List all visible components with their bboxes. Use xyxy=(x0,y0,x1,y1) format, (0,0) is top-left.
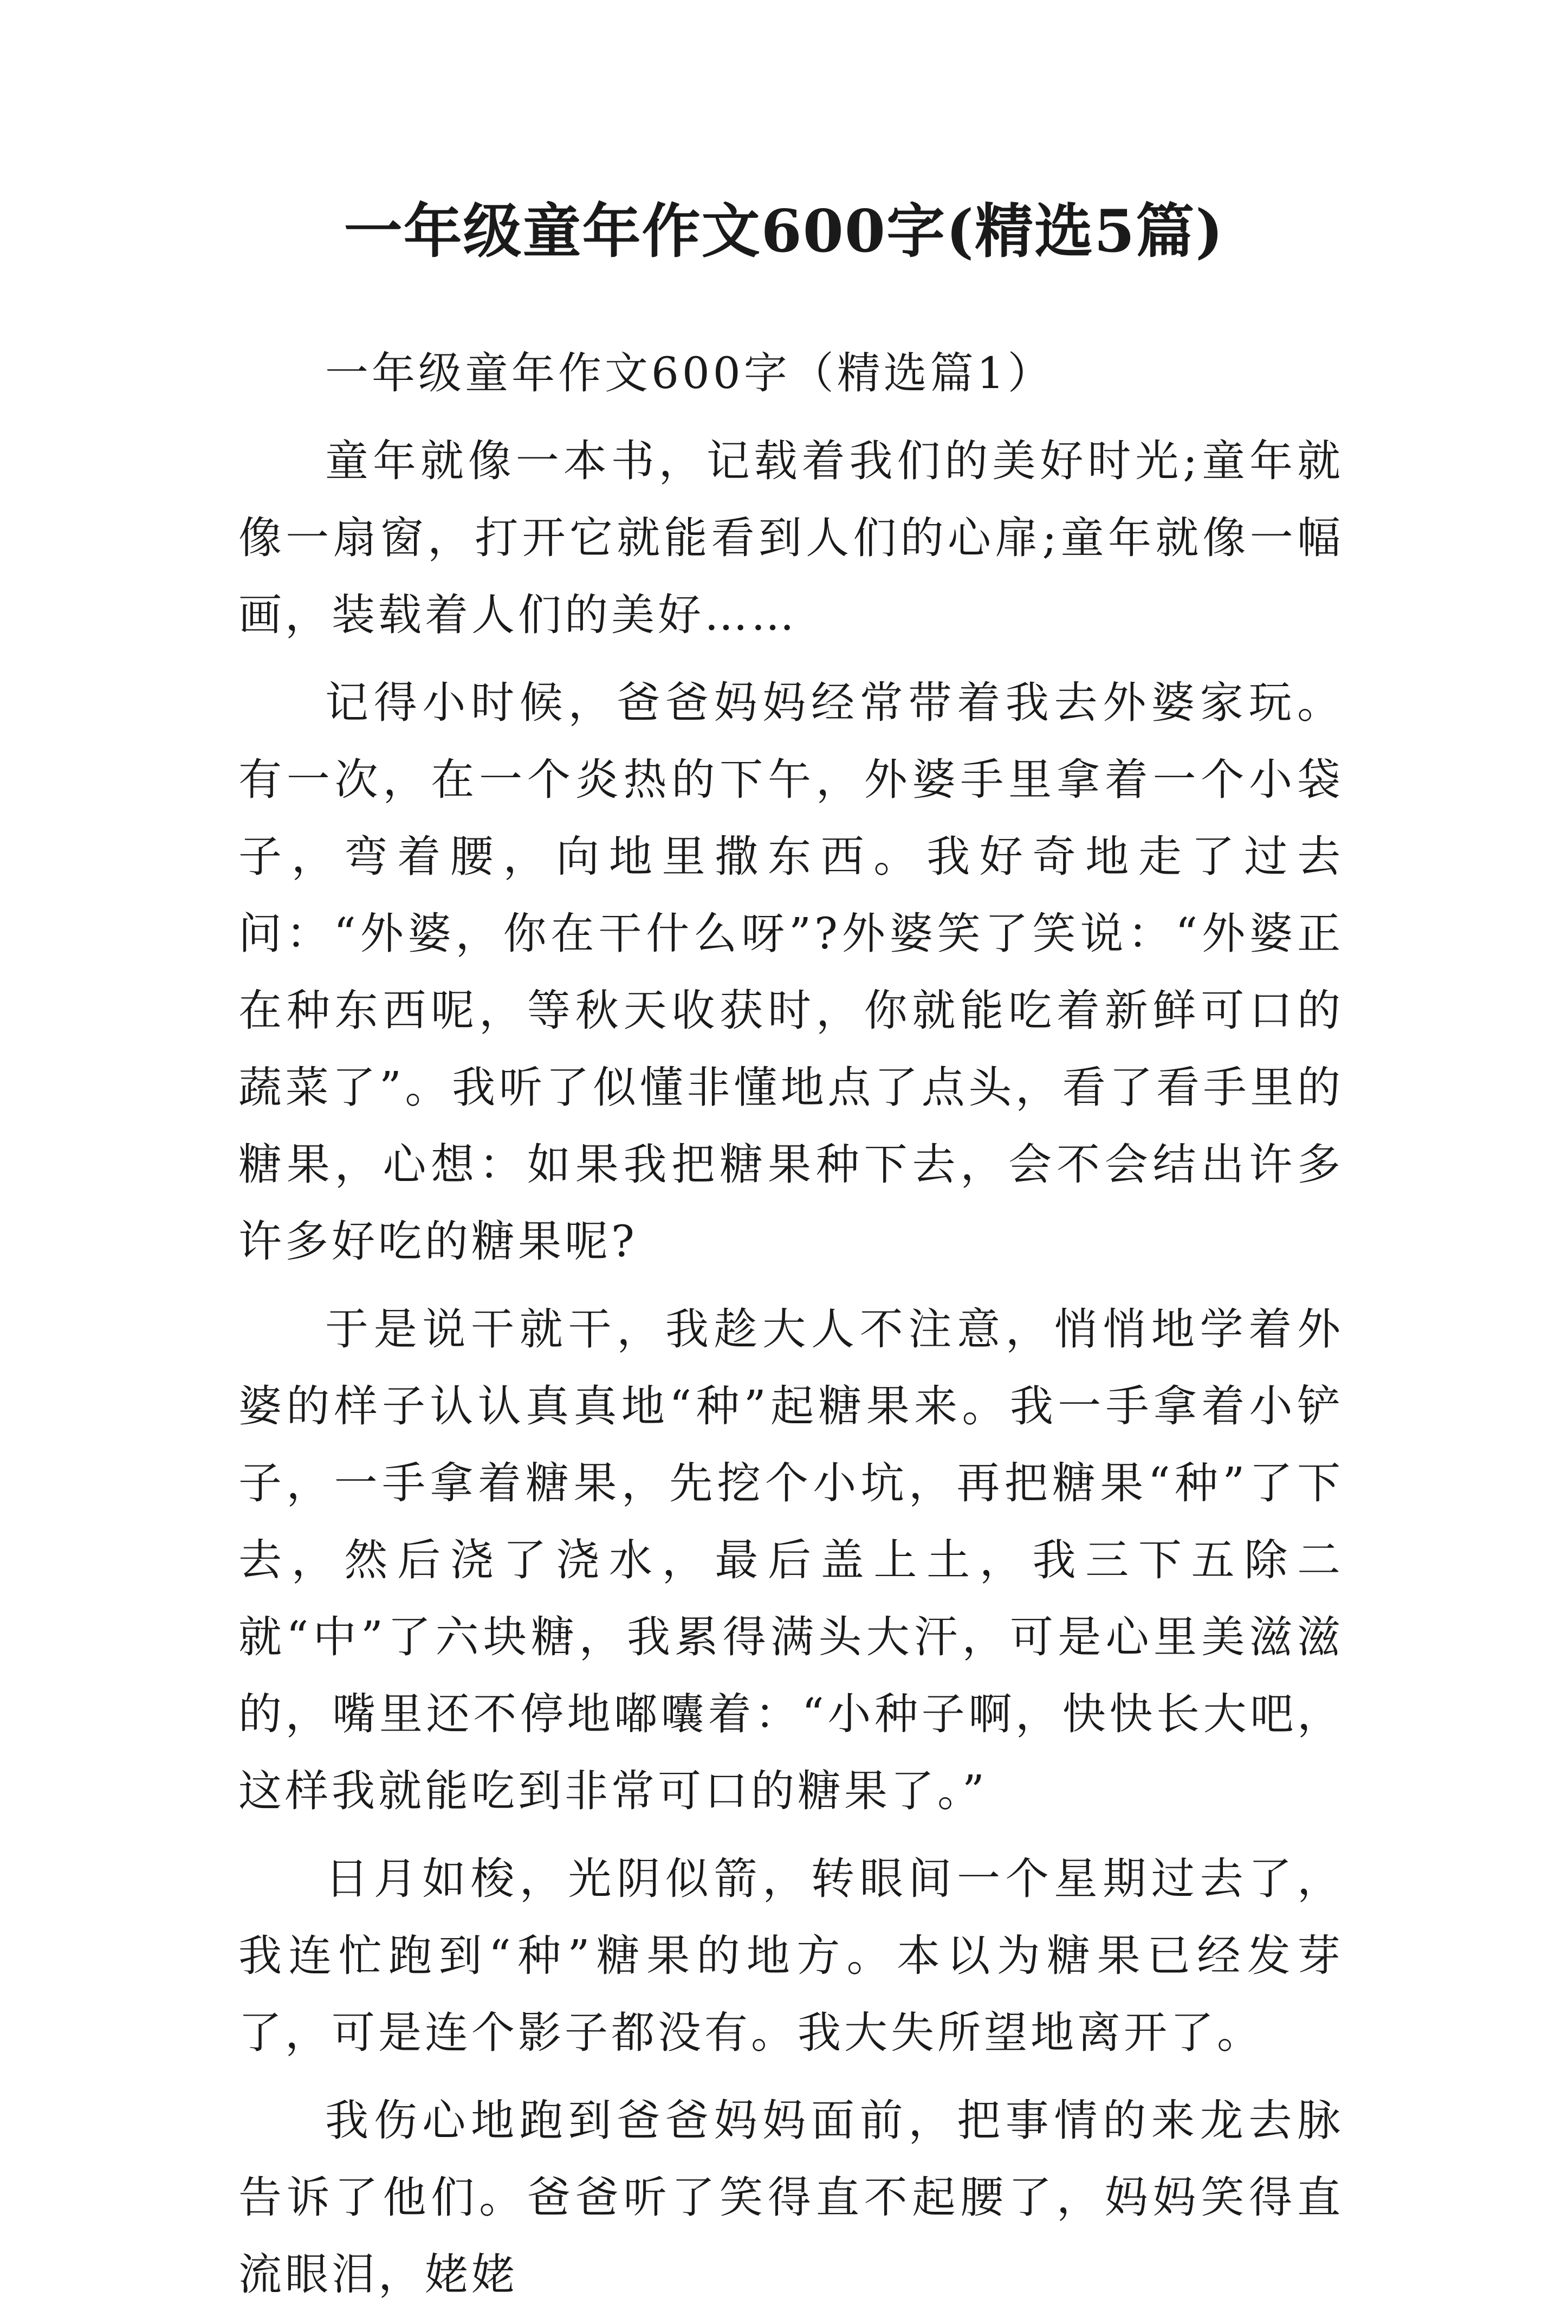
paragraph: 日月如梭，光阴似箭，转眼间一个星期过去了，我连忙跑到“种”糖果的地方。本以为糖果已经发芽了，可是连个影子都没有。我大失所望地离开了。 xyxy=(238,1854,1344,2058)
document-body xyxy=(238,335,1344,2324)
paragraph: 我伤心地跑到爸爸妈妈面前，把事情的来龙去脉告诉了他们。爸爸听了笑得直不起腰了，妈妈笑得直流眼泪，姥姥 xyxy=(238,2095,1344,2300)
paragraph: 童年就像一本书，记载着我们的美好时光;童年就像一扇窗，打开它就能看到人们的心扉;童年就像一幅画，装载着人们的美好…… xyxy=(238,436,1344,640)
paragraph: 记得小时候，爸爸妈妈经常带着我去外婆家玩。有一次，在一个炎热的下午，外婆手里拿着一个小袋子，弯着腰，向地里撒东西。我好奇地走了过去问：“外婆，你在干什么呀”?外婆笑了笑说：“外婆正在种东西呢，等秋天收获时，你就能吃着新鲜可口的蔬菜了”。我听了似懂非懂地点了点头，看了看手里的糖果，心想：如果我把糖果种下去，会不会结出许多许多好吃的糖果呢? xyxy=(238,677,1344,1267)
section-heading: 一年级童年作文600字（精选篇1） xyxy=(325,348,1054,398)
paragraph: 于是说干就干，我趁大人不注意，悄悄地学着外婆的样子认认真真地“种”起糖果来。我一手拿着小铲子，一手拿着糖果，先挖个小坑，再把糖果“种”了下去，然后浇了浇水，最后盖上土，我三下五除二就“中”了六块糖，我累得满头大汗，可是心里美滋滋的，嘴里还不停地嘟囔着：“小种子啊，快快长大吧，这样我就能吃到非常可口的糖果了。” xyxy=(238,1304,1344,1816)
document-title: 一年级童年作文600字(精选5篇) xyxy=(344,197,1224,266)
